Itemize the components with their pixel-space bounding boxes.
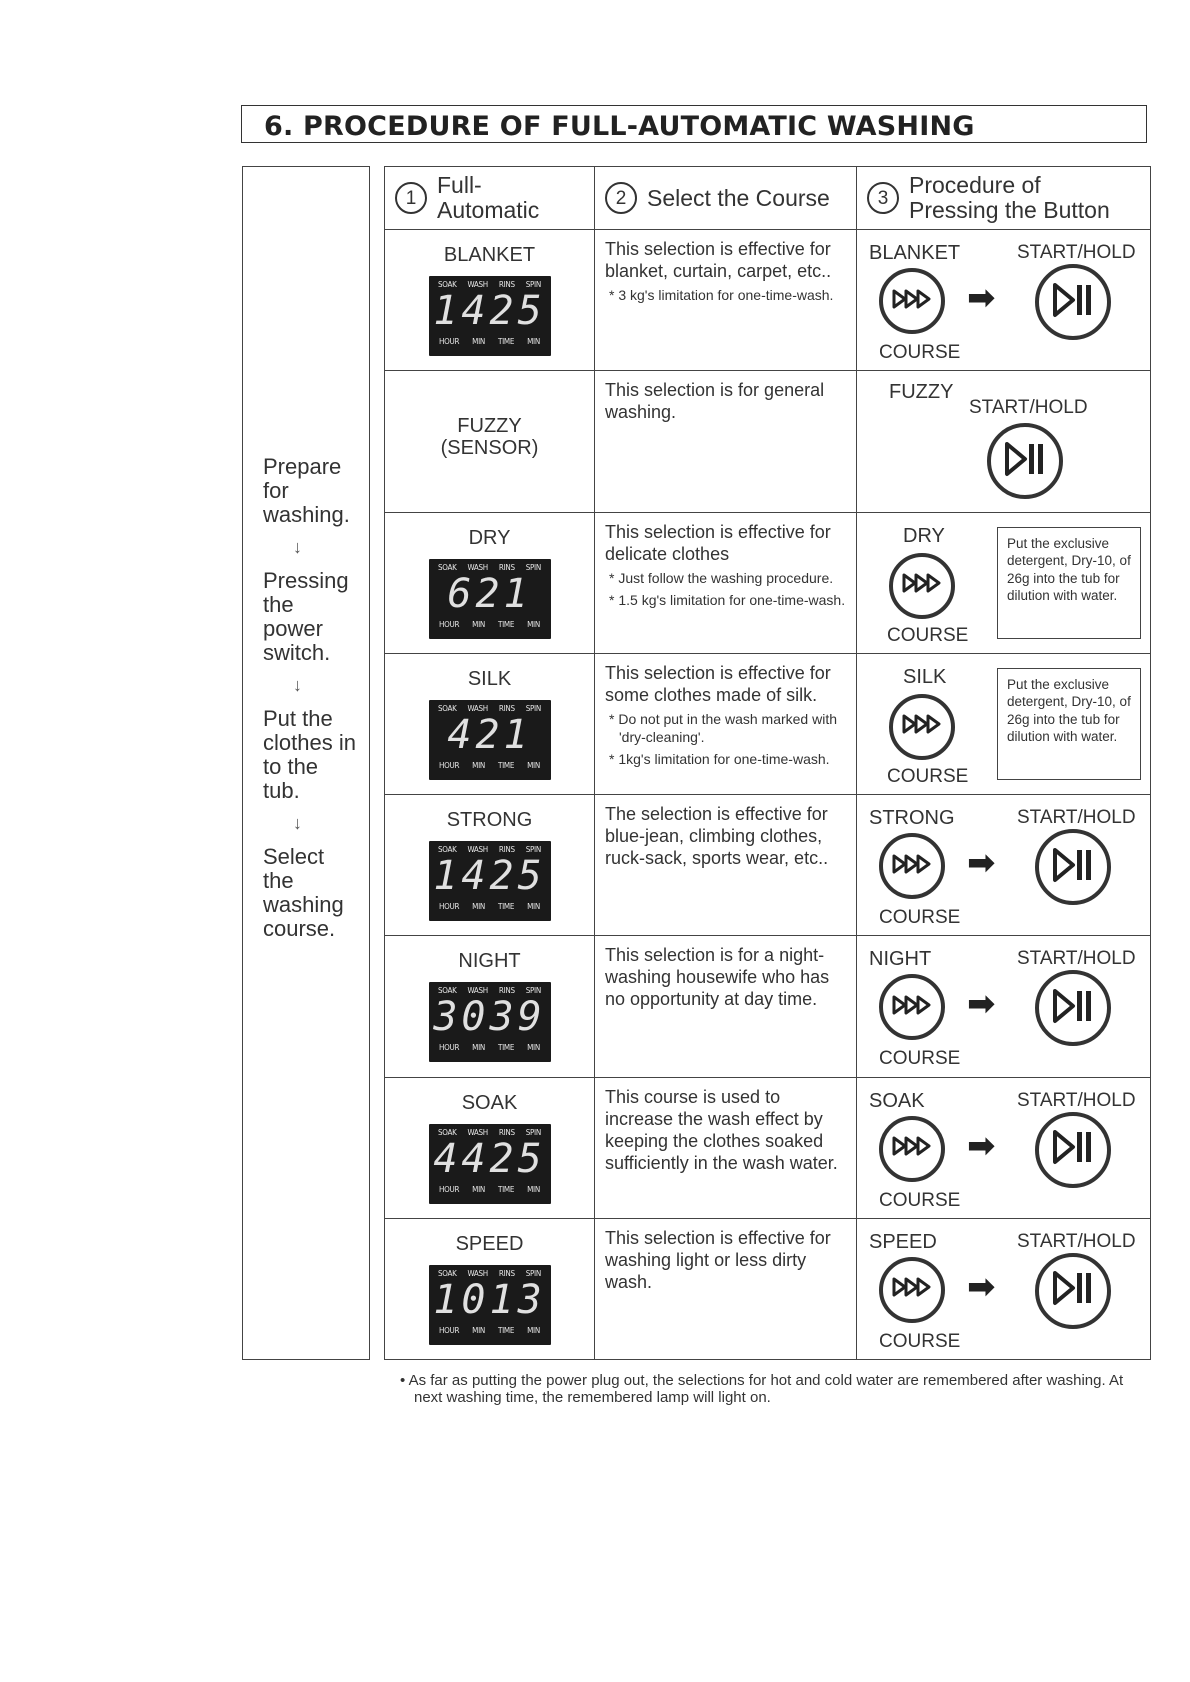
triple-play-icon (891, 1134, 933, 1163)
start-hold-button[interactable] (1035, 1253, 1111, 1329)
course-button[interactable] (879, 974, 945, 1040)
procedure-course-label: SPEED (869, 1230, 937, 1253)
triple-play-icon (891, 1275, 933, 1304)
lcd-label: SPIN (525, 562, 541, 572)
course-button-label: COURSE (887, 624, 969, 646)
step-clothes: Put the clothes in to the tub. (263, 706, 356, 803)
course-row (385, 653, 1151, 794)
course-row (385, 795, 1151, 936)
lcd-label: MIN (472, 1043, 485, 1053)
down-arrow-icon: ↓ (293, 675, 302, 695)
triple-play-icon (901, 571, 943, 600)
lcd-label: TIME (498, 619, 515, 629)
lcd-label: WASH (467, 986, 488, 996)
course-description-cell (595, 795, 857, 936)
lcd-label: TIME (498, 902, 515, 912)
course-name: STRONG (446, 809, 533, 832)
course-button[interactable] (879, 1257, 945, 1323)
lcd-label: MIN (472, 902, 485, 912)
procedure-cell (857, 1218, 1151, 1359)
lcd-label: MIN (527, 760, 540, 770)
header-label: Procedure of Pressing the Button (909, 172, 1110, 223)
arrow-right-icon: ➡ (967, 1267, 996, 1306)
lcd-label: TIME (498, 760, 515, 770)
procedure-cell (857, 512, 1151, 653)
triple-play-icon (891, 852, 933, 881)
course-cell (385, 1218, 595, 1359)
lcd-label: RINS (498, 986, 515, 996)
course-button[interactable] (889, 553, 955, 619)
procedure-cell (857, 230, 1151, 371)
lcd-digits: 3039 (433, 994, 546, 1041)
header-select-course (595, 167, 857, 230)
lcd-label: SPIN (525, 703, 541, 713)
lcd-label: HOUR (439, 1325, 460, 1335)
preparation-column (242, 166, 370, 1360)
lcd-display (429, 841, 551, 921)
course-name: SILK (467, 667, 512, 690)
procedure-course-label: SILK (903, 665, 947, 688)
lcd-label: MIN (527, 902, 540, 912)
course-name: SOAK (461, 1091, 518, 1114)
page-title: 6. PROCEDURE OF FULL-AUTOMATIC WASHING (241, 105, 1147, 143)
lcd-label: HOUR (439, 619, 460, 629)
course-cell (385, 371, 595, 512)
circled-number-icon: 2 (605, 182, 637, 214)
course-button-label: COURSE (879, 342, 961, 364)
lcd-label: SPIN (525, 845, 541, 855)
lcd-label: TIME (498, 1325, 515, 1335)
procedure-course-label: STRONG (869, 807, 955, 830)
course-description: This selection is effective for washing light or less dirty wash. (605, 1227, 831, 1292)
play-pause-icon (1051, 280, 1095, 325)
lcd-label: RINS (498, 703, 515, 713)
arrow-right-icon: ➡ (967, 985, 996, 1024)
lcd-digits: 1425 (433, 288, 546, 335)
course-note: * 1kg's limitation for one-time-wash. (609, 750, 830, 767)
lcd-display (429, 276, 551, 356)
course-row (385, 1077, 1151, 1218)
course-row (385, 1218, 1151, 1359)
lcd-label: SOAK (437, 986, 457, 996)
play-pause-icon (1051, 1127, 1095, 1172)
course-row (385, 936, 1151, 1077)
lcd-display (429, 1265, 551, 1345)
course-cell (385, 653, 595, 794)
procedure-table (384, 166, 1151, 1360)
lcd-label: MIN (527, 1325, 540, 1335)
lcd-label: TIME (498, 337, 515, 347)
lcd-label: SOAK (437, 1268, 457, 1278)
lcd-label: SPIN (525, 986, 541, 996)
start-hold-label: START/HOLD (1017, 242, 1136, 264)
start-hold-button[interactable] (1035, 1112, 1111, 1188)
lcd-label: WASH (467, 562, 488, 572)
course-cell (385, 512, 595, 653)
lcd-display (429, 982, 551, 1062)
lcd-label: MIN (472, 760, 485, 770)
footnote: • As far as putting the power plug out, the selections for hot and cold water are remembered after washing. At next washing time, the remembered lamp will light on. (400, 1372, 1124, 1406)
lcd-label: WASH (467, 845, 488, 855)
lcd-display (429, 1124, 551, 1204)
course-description-cell (595, 512, 857, 653)
start-hold-button[interactable] (987, 423, 1063, 499)
lcd-label: SOAK (437, 280, 457, 290)
course-button[interactable] (879, 1116, 945, 1182)
header-label: Full- Automatic (437, 172, 540, 223)
course-description: This selection is effective for some clothes made of silk. (605, 662, 831, 705)
start-hold-label: START/HOLD (969, 397, 1088, 419)
course-description: This selection is effective for blanket, curtain, carpet, etc.. (605, 239, 832, 282)
start-hold-label: START/HOLD (1017, 948, 1136, 970)
circled-number-icon: 1 (395, 182, 427, 214)
lcd-label: HOUR (439, 902, 460, 912)
start-hold-button[interactable] (1035, 829, 1111, 905)
triple-play-icon (891, 287, 933, 316)
lcd-label: TIME (498, 1184, 515, 1194)
lcd-label: WASH (467, 703, 488, 713)
course-description-cell (595, 653, 857, 794)
course-description-cell (595, 230, 857, 371)
course-button-label: COURSE (879, 907, 961, 929)
header-full-automatic (385, 167, 595, 230)
lcd-label: TIME (498, 1043, 515, 1053)
lcd-label: WASH (467, 1268, 488, 1278)
course-description: The selection is effective for blue-jean, climbing clothes, ruck-sack, sports wear, etc.. (605, 804, 829, 869)
procedure-course-label: BLANKET (869, 242, 961, 265)
course-note: * Do not put in the wash marked with 'dry-cleaning'. (609, 710, 838, 745)
lcd-label: WASH (467, 1127, 488, 1137)
lcd-label: MIN (527, 1184, 540, 1194)
course-row (385, 512, 1151, 653)
detergent-note-box: Put the exclusive detergent, Dry-10, of 26g into the tub for dilution with water. (997, 668, 1141, 780)
course-name: BLANKET (443, 244, 536, 267)
lcd-label: MIN (527, 337, 540, 347)
procedure-cell (857, 653, 1151, 794)
lcd-label: RINS (498, 562, 515, 572)
course-button-label: COURSE (879, 1189, 961, 1211)
course-button[interactable] (889, 694, 955, 760)
course-note: * Just follow the washing procedure. (609, 569, 834, 586)
play-pause-icon (1051, 1268, 1095, 1313)
lcd-label: HOUR (439, 1043, 460, 1053)
course-description-cell (595, 936, 857, 1077)
lcd-label: RINS (498, 1268, 515, 1278)
arrow-right-icon: ➡ (967, 844, 996, 883)
lcd-label: MIN (472, 337, 485, 347)
course-description: This selection is for a night-washing housewife who has no opportunity at day time. (605, 945, 830, 1010)
step-prepare: Prepare for washing. (263, 454, 350, 527)
lcd-label: SOAK (437, 1127, 457, 1137)
lcd-label: WASH (467, 280, 488, 290)
course-button[interactable] (879, 833, 945, 899)
lcd-label: RINS (498, 280, 515, 290)
course-name: NIGHT (458, 950, 521, 973)
detergent-note-box: Put the exclusive detergent, Dry-10, of 26g into the tub for dilution with water. (997, 527, 1141, 639)
start-hold-label: START/HOLD (1017, 1089, 1136, 1111)
down-arrow-icon: ↓ (293, 813, 302, 833)
start-hold-label: START/HOLD (1017, 1230, 1136, 1252)
procedure-cell (857, 795, 1151, 936)
down-arrow-icon: ↓ (293, 537, 302, 557)
lcd-display (429, 700, 551, 780)
lcd-label: RINS (498, 1127, 515, 1137)
lcd-digits: 621 (447, 570, 532, 617)
procedure-course-label: SOAK (869, 1089, 925, 1112)
play-pause-icon (1003, 439, 1047, 484)
lcd-label: HOUR (439, 1184, 460, 1194)
lcd-digits: 1013 (433, 1276, 546, 1323)
course-button[interactable] (879, 268, 945, 334)
lcd-label: MIN (527, 1043, 540, 1053)
course-description-cell (595, 1077, 857, 1218)
start-hold-button[interactable] (1035, 970, 1111, 1046)
course-cell (385, 230, 595, 371)
lcd-label: MIN (472, 619, 485, 629)
arrow-right-icon: ➡ (967, 1126, 996, 1165)
lcd-label: RINS (498, 845, 515, 855)
course-description: This course is used to increase the wash effect by keeping the clothes soaked sufficiently in the wash water. (605, 1086, 838, 1173)
start-hold-label: START/HOLD (1017, 807, 1136, 829)
lcd-label: HOUR (439, 337, 460, 347)
course-name: FUZZY (SENSOR) (440, 415, 539, 460)
course-description-cell (595, 1218, 857, 1359)
course-description: This selection is for general washing. (605, 380, 825, 423)
triple-play-icon (901, 712, 943, 741)
header-procedure (857, 167, 1151, 230)
lcd-digits: 1425 (433, 853, 546, 900)
course-button-label: COURSE (887, 765, 969, 787)
arrow-right-icon: ➡ (967, 279, 996, 318)
lcd-digits: 4425 (433, 1135, 546, 1182)
lcd-label: MIN (527, 619, 540, 629)
procedure-cell (857, 371, 1151, 512)
procedure-course-label: DRY (903, 524, 945, 547)
lcd-label: SOAK (437, 562, 457, 572)
course-description: This selection is effective for delicate clothes (605, 521, 831, 564)
lcd-display (429, 559, 551, 639)
step-power: Pressing the power switch. (263, 568, 349, 665)
lcd-label: MIN (472, 1325, 485, 1335)
play-pause-icon (1051, 845, 1095, 890)
course-row (385, 371, 1151, 512)
procedure-course-label: FUZZY (889, 381, 954, 404)
course-cell (385, 795, 595, 936)
lcd-label: SOAK (437, 703, 457, 713)
lcd-label: SPIN (525, 280, 541, 290)
course-cell (385, 1077, 595, 1218)
lcd-digits: 421 (447, 711, 532, 758)
course-note: * 3 kg's limitation for one-time-wash. (609, 287, 834, 304)
course-name: DRY (468, 526, 511, 549)
lcd-label: SPIN (525, 1268, 541, 1278)
procedure-course-label: NIGHT (869, 948, 932, 971)
lcd-label: HOUR (439, 760, 460, 770)
course-row (385, 230, 1151, 371)
lcd-label: SOAK (437, 845, 457, 855)
lcd-label: SPIN (525, 1127, 541, 1137)
triple-play-icon (891, 993, 933, 1022)
circled-number-icon: 3 (867, 182, 899, 214)
preparation-steps (263, 455, 359, 941)
course-button-label: COURSE (879, 1048, 961, 1070)
course-name: SPEED (455, 1232, 524, 1255)
course-note: * 1.5 kg's limitation for one-time-wash. (609, 591, 846, 608)
play-pause-icon (1051, 986, 1095, 1031)
course-cell (385, 936, 595, 1077)
header-label: Select the Course (647, 184, 830, 211)
course-button-label: COURSE (879, 1330, 961, 1352)
procedure-cell (857, 936, 1151, 1077)
procedure-cell (857, 1077, 1151, 1218)
start-hold-button[interactable] (1035, 264, 1111, 340)
step-select: Select the washing course. (263, 844, 344, 941)
lcd-label: MIN (472, 1184, 485, 1194)
course-description-cell (595, 371, 857, 512)
